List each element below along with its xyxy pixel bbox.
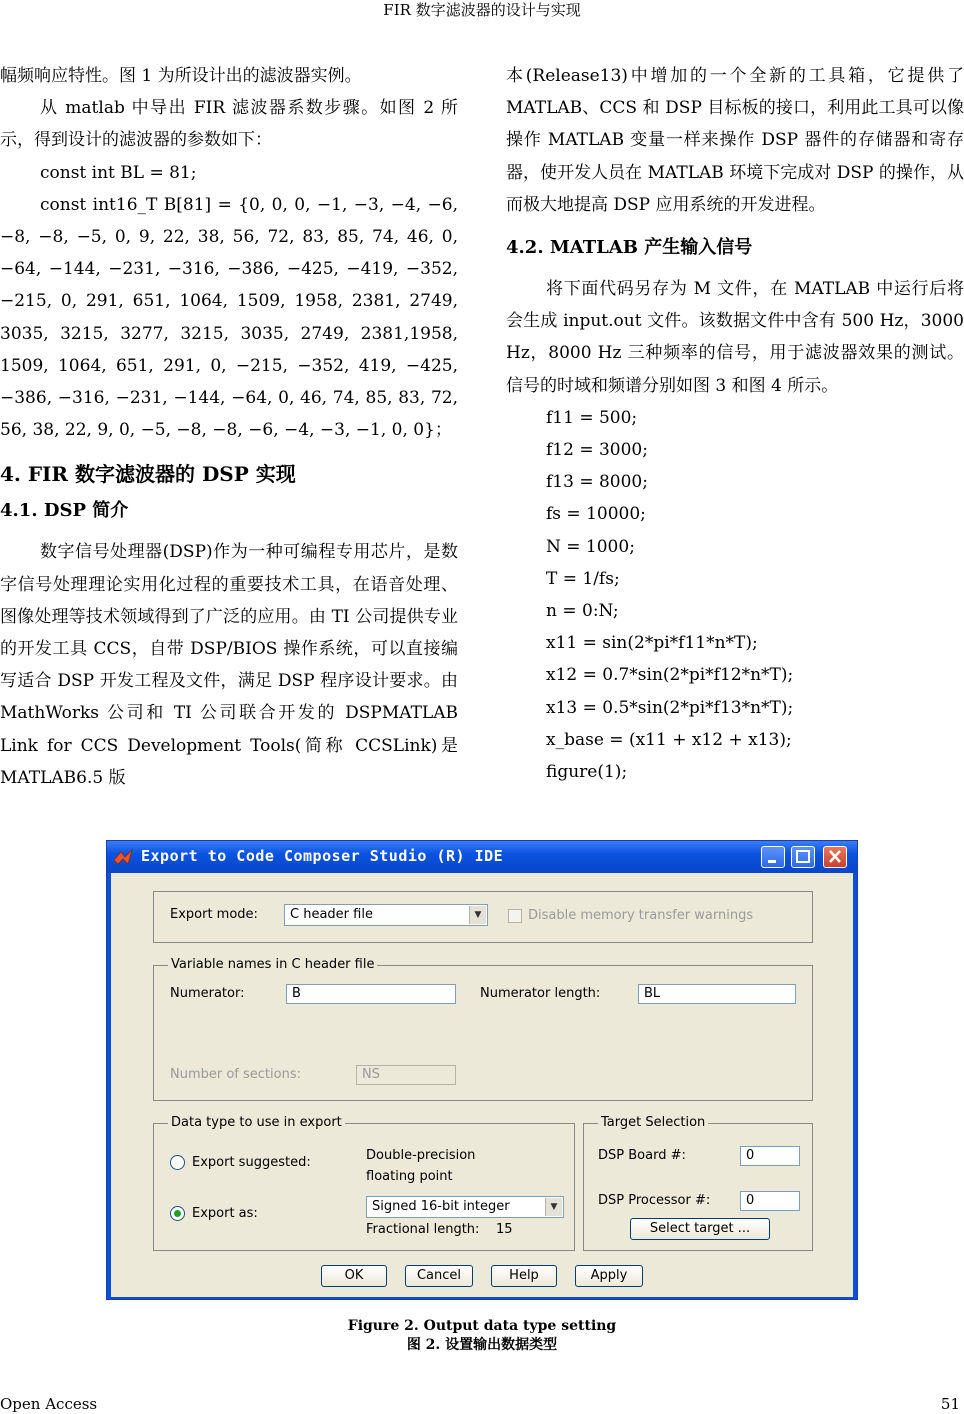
dsp-board-label: DSP Board #: <box>598 1148 686 1163</box>
code-line: x_base = (x11 + x12 + x13); <box>546 729 792 750</box>
code-array: const int16_T B[81] = {0, 0, 0, −1, −3, −4, −6, −8, −8, −5, 0, 9, 22, 38, 56, 72, 83, 85, 74, 46, 0, −64, −144, −231, −316, −386, −425, −419, −352, −215, 0, 291, 651, 1064, 1509, 1958, 2381, 2749, 3035, 3215, 3277, 3215, 3035, 2749, 2381,1958, 1509, 1064, 651, 291, 0, −215, −352, 419, −425, −386, −316, −231, −144, −64, 0, 46, 74, 85, 83, 72, 56, 38, 22, 9, 0, −5, −8, −8, −6, −4, −3, −1, 0, 0}； <box>0 194 458 441</box>
data-type-legend: Data type to use in export <box>168 1115 345 1131</box>
data-type-group <box>153 1115 575 1251</box>
disable-warnings-checkbox[interactable] <box>508 909 522 923</box>
dialog-body <box>111 873 853 1297</box>
close-icon <box>824 847 846 867</box>
paragraph: 幅频响应特性。图 1 为所设计出的滤波器实例。 <box>0 66 362 86</box>
ok-button[interactable]: OK <box>321 1265 387 1287</box>
maximize-button[interactable] <box>791 846 815 868</box>
number-of-sections-input: NS <box>356 1065 456 1085</box>
code-line: T = 1/fs; <box>546 568 620 589</box>
code-line: f13 = 8000; <box>546 472 648 493</box>
dialog-title: Export to Code Composer Studio (R) IDE <box>141 847 504 865</box>
export-suggested-label: Export suggested: <box>192 1155 311 1170</box>
suggested-type-line2: floating point <box>366 1169 453 1184</box>
close-button[interactable] <box>823 846 847 868</box>
minimize-icon <box>762 847 784 867</box>
code-line: x11 = sin(2*pi*f11*n*T); <box>546 633 758 654</box>
figure-caption-en: Figure 2. Output data type setting <box>347 1318 617 1334</box>
code-line: x13 = 0.5*sin(2*pi*f13*n*T); <box>546 697 794 718</box>
code-line: x12 = 0.7*sin(2*pi*f12*n*T); <box>546 665 794 686</box>
subsection-heading: 4.1. DSP 简介 <box>0 500 129 522</box>
fractional-length-label: Fractional length: <box>366 1222 480 1237</box>
running-head: FIR 数字滤波器的设计与实现 <box>383 1 581 19</box>
export-as-value: Signed 16-bit integer <box>372 1199 510 1214</box>
footer-journal: Open Access <box>0 1395 98 1413</box>
code-line: f11 = 500; <box>546 407 638 428</box>
dsp-processor-label: DSP Processor #: <box>598 1193 711 1208</box>
numerator-input[interactable]: B <box>286 984 456 1004</box>
code-line: n = 0:N; <box>546 601 619 622</box>
export-dialog <box>106 840 858 1300</box>
section-heading: 4. FIR 数字滤波器的 DSP 实现 <box>0 462 296 487</box>
export-mode-group <box>153 891 813 943</box>
code-line: figure(1); <box>546 762 628 783</box>
code-line: fs = 10000; <box>546 504 646 525</box>
maximize-icon <box>792 847 814 867</box>
export-suggested-radio[interactable] <box>170 1155 185 1170</box>
paragraph: 本(Release13)中增加的一个全新的工具箱，它提供了 MATLAB、CCS 和 DSP 目标板的接口，利用此工具可以像操作 MATLAB 变量一样来操作 DSP 器件的存储器和寄存器，使开发人员在 MATLAB 环境下完成对 DSP 的操作，从而极大地提高 DSP 应用系统的开发进程。 <box>506 66 964 215</box>
code-line: const int BL = 81; <box>40 162 197 183</box>
export-mode-value: C header file <box>290 907 373 922</box>
target-selection-group <box>583 1115 813 1251</box>
suggested-type-line1: Double-precision <box>366 1148 476 1163</box>
page-number: 51 <box>940 1395 960 1413</box>
select-target-button[interactable]: Select target ... <box>630 1218 770 1240</box>
number-of-sections-label: Number of sections: <box>170 1067 301 1082</box>
chevron-down-icon[interactable]: ▼ <box>469 906 486 924</box>
code-line: N = 1000; <box>546 536 635 557</box>
export-mode-label: Export mode: <box>170 907 258 922</box>
minimize-button[interactable] <box>761 846 785 868</box>
apply-button[interactable]: Apply <box>575 1265 643 1287</box>
matlab-logo-icon <box>113 848 133 866</box>
export-as-label: Export as: <box>192 1206 258 1221</box>
disable-warnings-label: Disable memory transfer warnings <box>528 908 754 923</box>
dialog-title-bar[interactable] <box>107 841 857 873</box>
chevron-down-icon[interactable]: ▼ <box>545 1198 562 1216</box>
target-selection-legend: Target Selection <box>598 1115 708 1131</box>
help-button[interactable]: Help <box>491 1265 557 1287</box>
fractional-length-value: 15 <box>496 1222 513 1237</box>
paragraph: 将下面代码另存为 M 文件，在 MATLAB 中运行后将会生成 input.out 文件。该数据文件中含有 500 Hz，3000 Hz，8000 Hz 三种频率的信号，用于滤波器效果的测试。信号的时域和频谱分别如图 3 和图 4 所示。 <box>506 279 964 396</box>
variable-names-group <box>153 957 813 1101</box>
paragraph: 数字信号处理器(DSP)作为一种可编程专用芯片，是数字信号处理理论实用化过程的重要技术工具，在语音处理、图像处理等技术领域得到了广泛的应用。由 TI 公司提供专业的开发工具 CCS，自带 DSP/BIOS 操作系统，可以直接编写适合 DSP 开发工程及文件，满足 DSP 程序设计要求。由 MathWorks 公司和 TI 公司联合开发的 DSPMATLAB Link for CCS Development Tools(简称 CCSLink)是 MATLAB6.5 版 <box>0 542 458 788</box>
variable-names-legend: Variable names in C header file <box>168 957 377 973</box>
subsection-heading: 4.2. MATLAB 产生输入信号 <box>506 237 753 259</box>
code-line: f12 = 3000; <box>546 440 648 461</box>
paragraph: 从 matlab 中导出 FIR 滤波器系数步骤。如图 2 所示，得到设计的滤波器的参数如下： <box>0 98 458 151</box>
figure-caption-zh: 图 2. 设置输出数据类型 <box>406 1337 558 1353</box>
cancel-button[interactable]: Cancel <box>405 1265 473 1287</box>
numerator-label: Numerator: <box>170 986 245 1001</box>
left-column <box>0 60 458 794</box>
export-as-select[interactable] <box>366 1196 564 1218</box>
export-as-radio[interactable] <box>170 1206 185 1221</box>
right-column <box>506 60 964 788</box>
numerator-length-input[interactable]: BL <box>638 984 796 1004</box>
dsp-board-input[interactable]: 0 <box>740 1146 800 1166</box>
export-mode-select[interactable] <box>284 904 488 926</box>
numerator-length-label: Numerator length: <box>480 986 601 1001</box>
dsp-processor-input[interactable]: 0 <box>740 1191 800 1211</box>
